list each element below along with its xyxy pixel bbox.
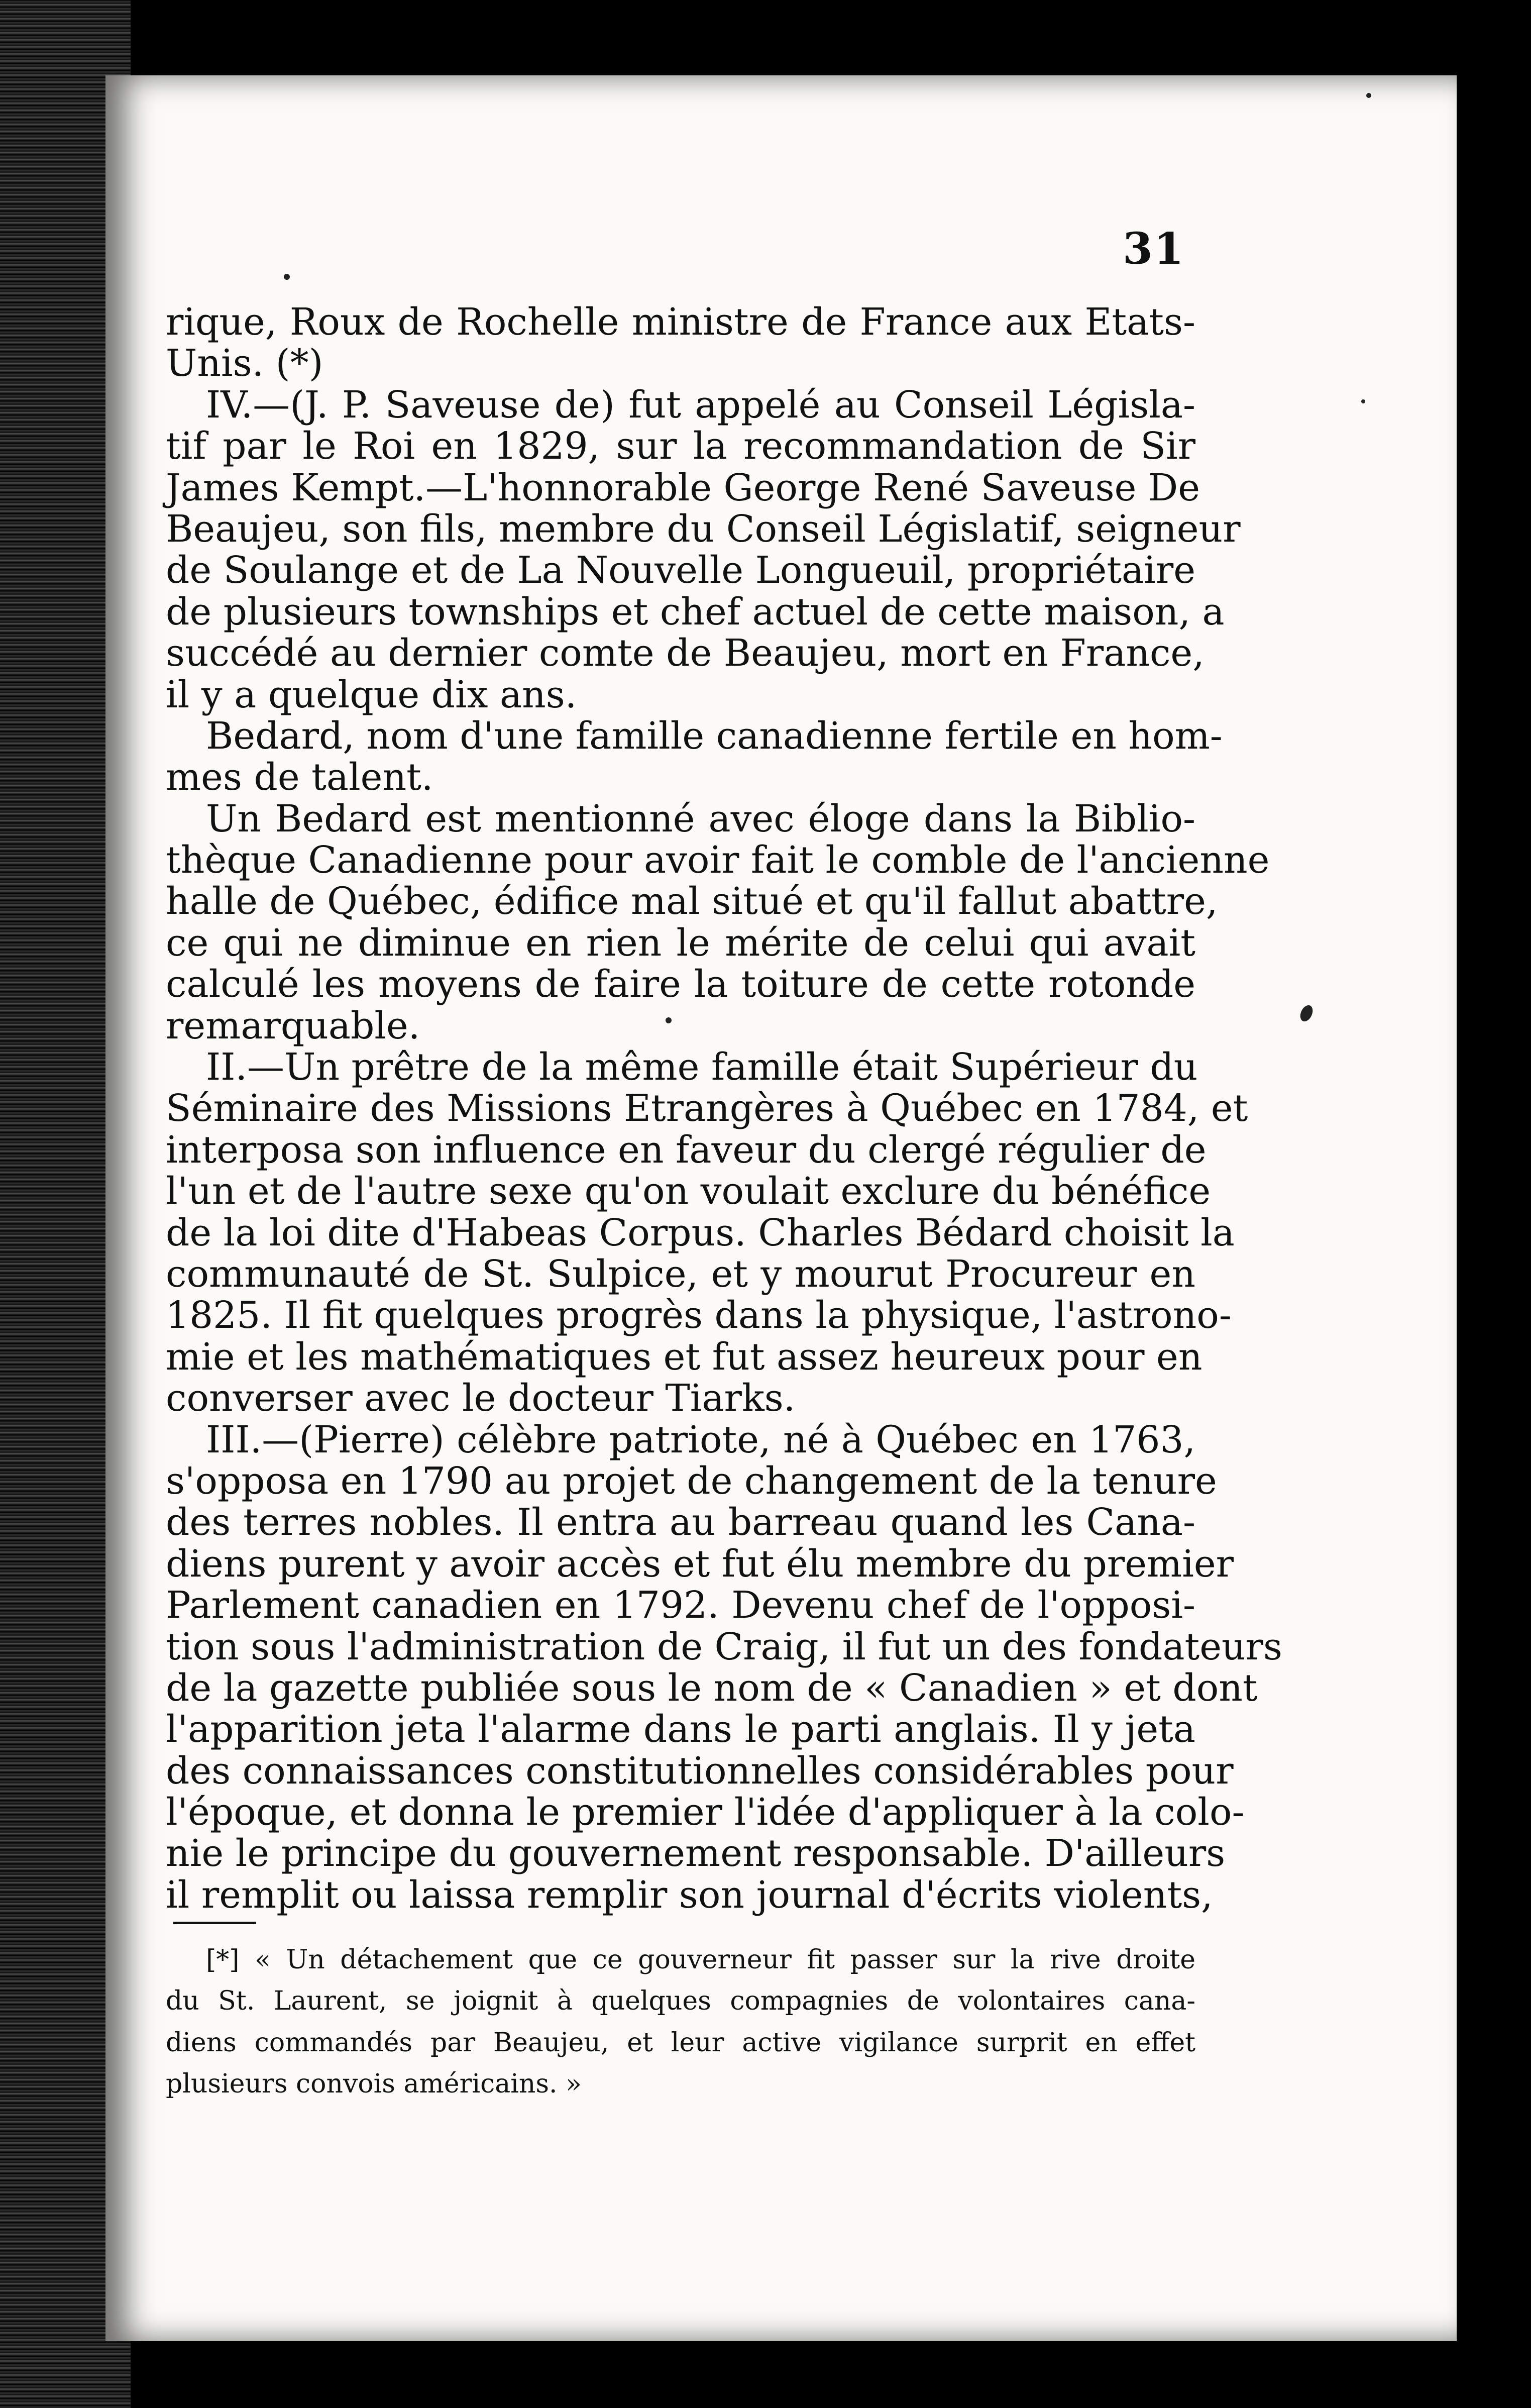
text-line: de plusieurs townships et chef actuel de cette maison, a [166, 590, 1225, 634]
text-line: succédé au dernier comte de Beaujeu, mort en France, [166, 632, 1205, 675]
text-line: l'apparition jeta l'alarme dans le parti anglais. Il y jeta [166, 1708, 1195, 1751]
text-line: Bedard, nom d'une famille canadienne fertile en hom- [206, 714, 1223, 758]
text-line: IV.—(J. P. Saveuse de) fut appelé au Conseil Législa- [206, 383, 1195, 427]
text-line: de Soulange et de La Nouvelle Longueuil, propriétaire [166, 549, 1195, 592]
text-line: communauté de St. Sulpice, et y mourut Procureur en [166, 1252, 1195, 1296]
text-line: converser avec le docteur Tiarks. [166, 1377, 796, 1420]
text-line: ce qui ne diminue en rien le mérite de celui qui avait [166, 921, 1195, 965]
text-line: de la loi dite d'Habeas Corpus. Charles Bédard choisit la [166, 1211, 1235, 1254]
text-line: diens purent y avoir accès et fut élu membre du premier [166, 1542, 1234, 1586]
text-line: III.—(Pierre) célèbre patriote, né à Québec en 1763, [206, 1418, 1195, 1461]
text-line: II.—Un prêtre de la même famille était Supérieur du [206, 1045, 1198, 1089]
text-line: Parlement canadien en 1792. Devenu chef de l'opposi- [166, 1584, 1195, 1627]
text-line: l'un et de l'autre sexe qu'on voulait exclure du bénéfice [166, 1170, 1211, 1213]
text-line: calculé les moyens de faire la toiture de cette rotonde [166, 963, 1195, 1006]
text-line: mie et les mathématiques et fut assez heureux pour en [166, 1335, 1202, 1379]
text-line: thèque Canadienne pour avoir fait le comble de l'ancienne [166, 839, 1270, 882]
text-line: des connaissances constitutionnelles considérables pour [166, 1749, 1234, 1793]
text-line: interposa son influence en faveur du clergé régulier de [166, 1128, 1207, 1172]
footnote-line: du St. Laurent, se joignit à quelques compagnies de volontaires cana- [166, 1986, 1195, 2017]
text-line: des terres nobles. Il entra au barreau quand les Cana- [166, 1501, 1195, 1544]
text-line: il remplit ou laissa remplir son journal d'écrits violents, [166, 1873, 1213, 1917]
text-line: nie le principe du gouvernement responsable. D'ailleurs [166, 1832, 1226, 1875]
text-line: Unis. (*) [166, 342, 323, 385]
text-line: l'époque, et donna le premier l'idée d'appliquer à la colo- [166, 1791, 1245, 1834]
text-line: de la gazette publiée sous le nom de « Canadien » et dont [166, 1666, 1258, 1710]
main-text-block [166, 300, 1282, 1917]
text-line: tion sous l'administration de Craig, il fut un des fondateurs [166, 1625, 1282, 1668]
text-line: il y a quelque dix ans. [166, 673, 577, 716]
text-line: halle de Québec, édifice mal situé et qu'il fallut abattre, [166, 880, 1218, 923]
text-line: 1825. Il fit quelques progrès dans la physique, l'astrono- [166, 1294, 1232, 1337]
footnote-separator [173, 1922, 256, 1924]
footnote-block [166, 1944, 1195, 2110]
ink-speck [284, 274, 290, 280]
text-line: s'opposa en 1790 au projet de changement de la tenure [166, 1459, 1217, 1503]
footnote-line: plusieurs convois américains. » [166, 2069, 582, 2100]
text-line: rique, Roux de Rochelle ministre de France aux Etats- [166, 300, 1195, 344]
text-line: James Kempt.—L'honnorable George René Saveuse De [166, 466, 1200, 509]
text-line: remarquable. [166, 1004, 420, 1048]
ink-speck [1361, 399, 1365, 403]
footnote-line: diens commandés par Beaujeu, et leur active vigilance surprit en effet [166, 2027, 1195, 2058]
text-line: tif par le Roi en 1829, sur la recommandation de Sir [166, 425, 1195, 468]
text-line: mes de talent. [166, 756, 433, 799]
page-number: 31 [1123, 224, 1185, 274]
text-line: Beaujeu, son fils, membre du Conseil Législatif, seigneur [166, 507, 1241, 551]
text-line: Séminaire des Missions Etrangères à Québec en 1784, et [166, 1087, 1248, 1130]
ink-speck [666, 1017, 672, 1023]
ink-speck [1366, 93, 1371, 98]
text-line: Un Bedard est mentionné avec éloge dans la Biblio- [206, 797, 1195, 841]
footnote-line: [*] « Un détachement que ce gouverneur fit passer sur la rive droite [206, 1945, 1195, 1975]
